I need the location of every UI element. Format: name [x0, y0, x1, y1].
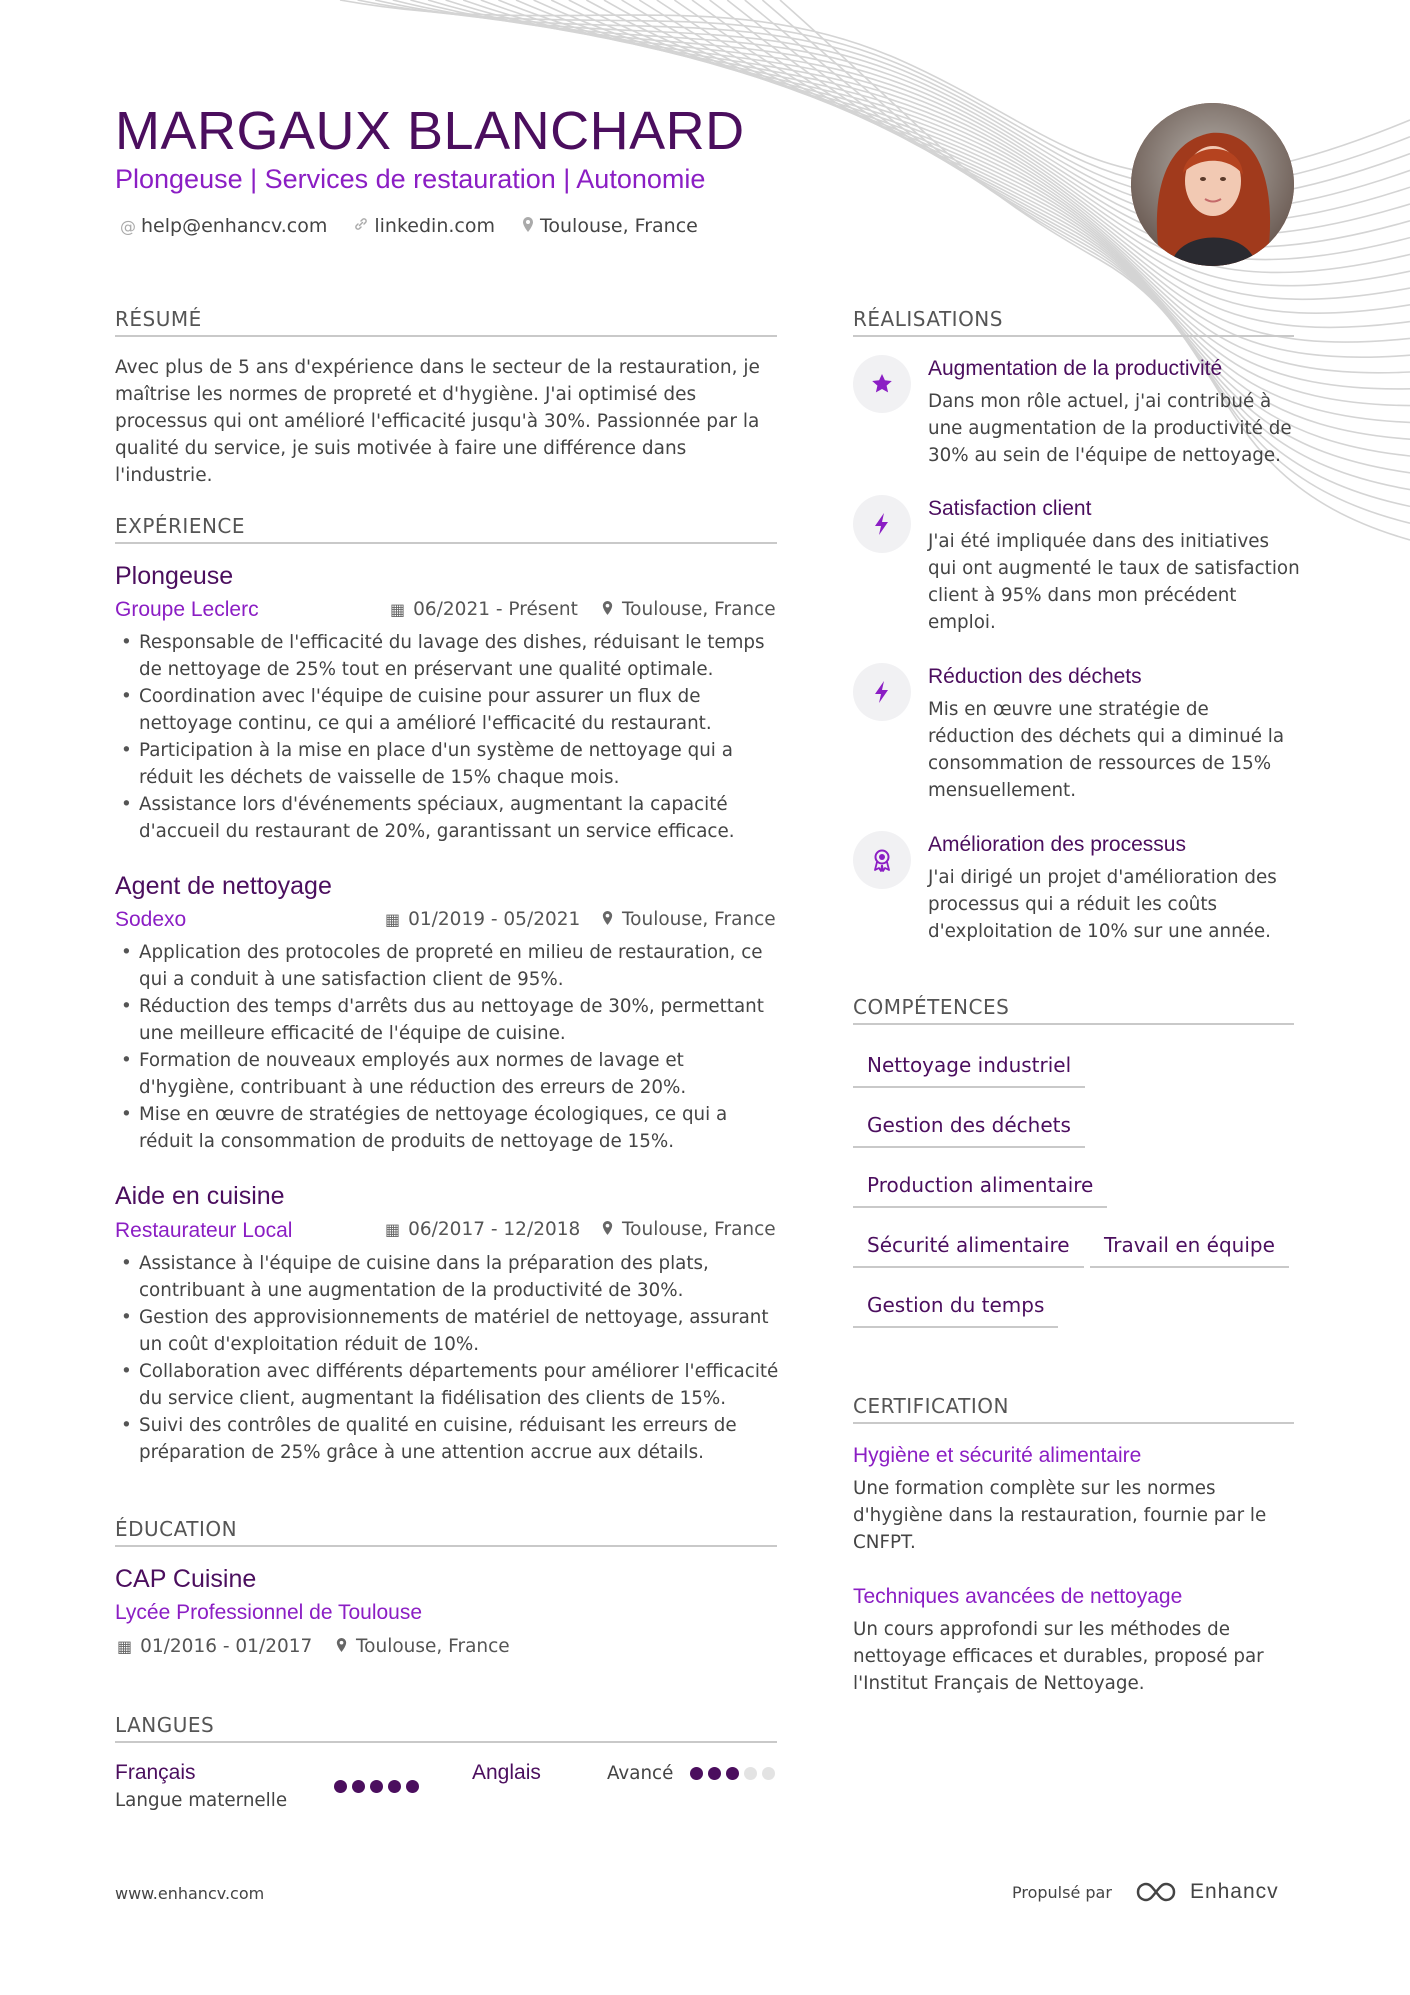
education-dates: [117, 1636, 312, 1657]
job-bullets: [115, 1250, 780, 1466]
job-dates-text: 06/2017 - 12/2018: [408, 1219, 581, 1240]
rating-dot-filled: [334, 1780, 347, 1793]
calendar-icon: ▦: [385, 1220, 401, 1239]
linkedin-contact[interactable]: [353, 215, 495, 237]
skill-tag: Gestion du temps: [853, 1293, 1058, 1328]
language-level: Langue maternelle: [115, 1790, 288, 1811]
skill-tag: Nettoyage industriel: [853, 1053, 1085, 1088]
list-item: • Responsable de l'efficacité du lavage des dishes, réduisant le temps de nettoyage de 25% tout en préservant une qualité optimale.: [115, 629, 780, 683]
school-name: Lycée Professionnel de Toulouse: [115, 1601, 423, 1624]
language-rating: [690, 1767, 775, 1780]
list-item: • Suivi des contrôles de qualité en cuisine, réduisant les erreurs de préparation de 25% grâce à une attention accrue aux détails.: [115, 1412, 780, 1466]
achievement-title: Augmentation de la productivité: [928, 357, 1223, 380]
language-rating: [334, 1780, 419, 1793]
achievement-text: Mis en œuvre une stratégie de réduction des déchets qui a diminué la consommation de ressources de 15% mensuellement.: [928, 699, 1285, 801]
calendar-icon: ▦: [385, 910, 401, 929]
brand-name: Enhancv: [1189, 1880, 1279, 1903]
education-dates-text: 01/2016 - 01/2017: [140, 1636, 313, 1657]
lightning-icon: [853, 663, 911, 721]
skill-tag: Travail en équipe: [1090, 1233, 1289, 1268]
skill-tag: Production alimentaire: [853, 1173, 1107, 1208]
location-pin-icon: [601, 1220, 614, 1240]
section-title-summary: RÉSUMÉ: [115, 307, 777, 337]
section-title-achievements: RÉALISATIONS: [853, 307, 1294, 337]
link-icon: [353, 216, 369, 236]
job-location-text: Toulouse, France: [622, 1219, 776, 1240]
list-item: • Coordination avec l'équipe de cuisine pour assurer un flux de nettoyage continu, ce qui a amélioré l'efficacité du restaurant.: [115, 683, 780, 737]
lightning-icon: [853, 495, 911, 553]
job-dates-text: 01/2019 - 05/2021: [408, 909, 581, 930]
language-name: Anglais: [472, 1761, 541, 1784]
job-company: Groupe Leclerc: [115, 598, 259, 621]
certification-text: Un cours approfondi sur les méthodes de nettoyage efficaces et durables, proposé par l'Institut Français de Nettoyage.: [853, 1619, 1264, 1694]
certification-title: Techniques avancées de nettoyage: [853, 1585, 1183, 1608]
language-level: Avancé: [607, 1763, 674, 1784]
certification-title: Hygiène et sécurité alimentaire: [853, 1444, 1142, 1467]
profile-photo: [1131, 103, 1294, 266]
achievement-text: Dans mon rôle actuel, j'ai contribué à une augmentation de la productivité de 30% au sein de l'équipe de nettoyage.: [928, 391, 1292, 466]
location-text: Toulouse, France: [540, 215, 698, 237]
job-dates: [390, 599, 578, 620]
skill-tag: Gestion des déchets: [853, 1113, 1085, 1148]
calendar-icon: ▦: [390, 600, 406, 619]
job-location: [601, 1219, 776, 1240]
section-title-certification: CERTIFICATION: [853, 1394, 1294, 1424]
contact-info: [120, 215, 698, 237]
achievement-title: Réduction des déchets: [928, 665, 1142, 688]
email-text: help@enhancv.com: [141, 215, 328, 237]
job-dates-text: 06/2021 - Présent: [413, 599, 578, 620]
education-location-text: Toulouse, France: [356, 1636, 510, 1657]
enhancv-logo-icon: [1134, 1880, 1180, 1904]
rating-dot-empty: [744, 1767, 757, 1780]
footer-branding: [1012, 1880, 1279, 1904]
powered-by-text: Propulsé par: [1012, 1882, 1112, 1902]
rating-dot-filled: [726, 1767, 739, 1780]
star-icon: [853, 355, 911, 413]
job-dates: [385, 909, 580, 930]
location-pin-icon: [601, 910, 614, 930]
list-item: • Assistance lors d'événements spéciaux, augmentant la capacité d'accueil du restaurant de 20%, garantissant un service efficace.: [115, 791, 780, 845]
location-pin-icon: [521, 216, 535, 237]
summary-text: Avec plus de 5 ans d'expérience dans le secteur de la restauration, je maîtrise les normes de propreté et d'hygiène. J'ai optimisé des processus qui ont amélioré l'efficacité jusqu'à 30%. Passionnée par la qualité du service, je suis motivée à faire une différence dans l'industrie.: [115, 357, 760, 486]
job-title: Agent de nettoyage: [115, 872, 332, 900]
award-icon: [853, 831, 911, 889]
linkedin-text: linkedin.com: [374, 215, 495, 237]
calendar-icon: ▦: [117, 1637, 133, 1656]
job-company: Sodexo: [115, 908, 187, 931]
certification-text: Une formation complète sur les normes d'hygiène dans la restauration, fournie par le CNFPT.: [853, 1478, 1267, 1553]
job-location-text: Toulouse, France: [622, 909, 776, 930]
location-pin-icon: [335, 1637, 348, 1657]
education-location: [335, 1636, 510, 1657]
footer-website[interactable]: www.enhancv.com: [115, 1884, 265, 1903]
achievement-text: J'ai dirigé un projet d'amélioration des processus qui a réduit les coûts d'exploitation de 10% sur une année.: [928, 867, 1277, 942]
candidate-headline: Plongeuse | Services de restauration | Autonomie: [115, 164, 706, 194]
email-contact[interactable]: [120, 215, 327, 237]
location-pin-icon: [601, 600, 614, 620]
list-item: • Collaboration avec différents départements pour améliorer l'efficacité du service client, augmentant la fidélisation des clients de 15%.: [115, 1358, 780, 1412]
job-bullets: [115, 629, 780, 845]
rating-dot-filled: [370, 1780, 383, 1793]
degree-title: CAP Cuisine: [115, 1565, 257, 1593]
achievement-title: Amélioration des processus: [928, 833, 1186, 856]
brand-logo[interactable]: [1134, 1880, 1279, 1904]
list-item: • Participation à la mise en place d'un système de nettoyage qui a réduit les déchets de vaisselle de 15% chaque mois.: [115, 737, 780, 791]
section-title-skills: COMPÉTENCES: [853, 995, 1294, 1025]
section-title-experience: EXPÉRIENCE: [115, 514, 777, 544]
rating-dot-filled: [352, 1780, 365, 1793]
location-contact: [521, 215, 698, 237]
rating-dot-filled: [690, 1767, 703, 1780]
job-location: [601, 909, 776, 930]
job-location-text: Toulouse, France: [622, 599, 776, 620]
list-item: • Application des protocoles de propreté en milieu de restauration, ce qui a conduit à une satisfaction client de 95%.: [115, 939, 780, 993]
at-icon: @: [120, 216, 136, 236]
job-bullets: [115, 939, 780, 1155]
job-company: Restaurateur Local: [115, 1219, 293, 1242]
section-title-education: ÉDUCATION: [115, 1517, 777, 1547]
achievement-text: J'ai été impliquée dans des initiatives qui ont augmenté le taux de satisfaction client à 95% dans mon précédent emploi.: [928, 531, 1300, 633]
rating-dot-filled: [388, 1780, 401, 1793]
candidate-name: MARGAUX BLANCHARD: [115, 101, 745, 161]
job-title: Aide en cuisine: [115, 1182, 285, 1210]
list-item: • Réduction des temps d'arrêts dus au nettoyage de 30%, permettant une meilleure efficacité de l'équipe de cuisine.: [115, 993, 780, 1047]
list-item: • Mise en œuvre de stratégies de nettoyage écologiques, ce qui a réduit la consommation de produits de nettoyage de 15%.: [115, 1101, 780, 1155]
rating-dot-empty: [762, 1767, 775, 1780]
list-item: • Formation de nouveaux employés aux normes de lavage et d'hygiène, contribuant à une réduction des erreurs de 20%.: [115, 1047, 780, 1101]
rating-dot-filled: [708, 1767, 721, 1780]
language-name: Français: [115, 1761, 196, 1784]
section-title-languages: LANGUES: [115, 1713, 777, 1743]
list-item: • Assistance à l'équipe de cuisine dans la préparation des plats, contribuant à une augmentation de la productivité de 30%.: [115, 1250, 780, 1304]
achievement-title: Satisfaction client: [928, 497, 1092, 520]
rating-dot-filled: [406, 1780, 419, 1793]
job-location: [601, 599, 776, 620]
job-dates: [385, 1219, 580, 1240]
skill-tag: Sécurité alimentaire: [853, 1233, 1084, 1268]
list-item: • Gestion des approvisionnements de matériel de nettoyage, assurant un coût d'exploitation réduit de 10%.: [115, 1304, 780, 1358]
job-title: Plongeuse: [115, 562, 234, 590]
